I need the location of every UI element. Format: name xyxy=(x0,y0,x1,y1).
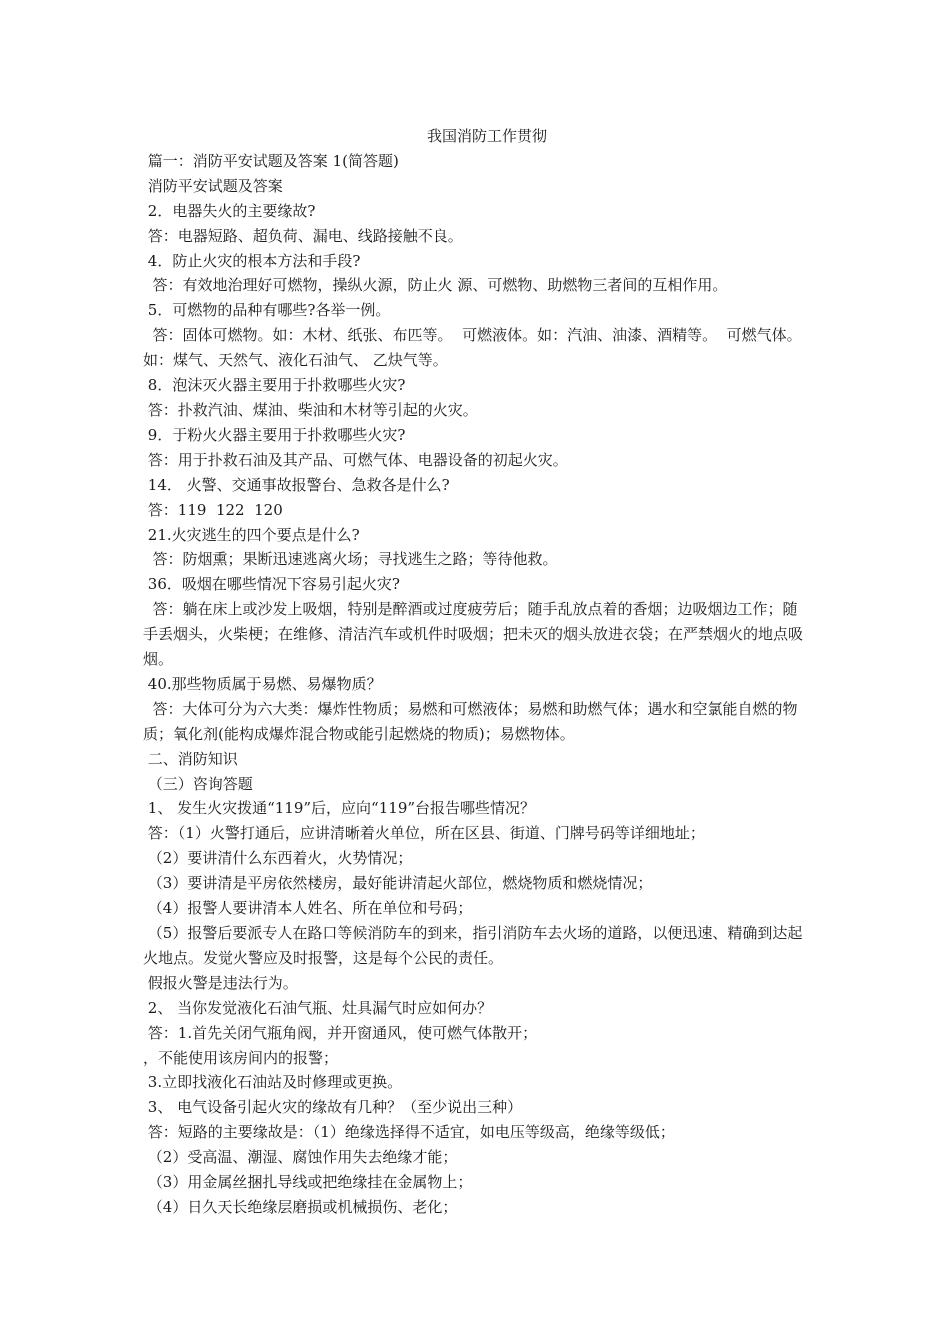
text-line: 答：防烟熏；果断迅速逃离火场；寻找逃生之路；等待他救。 xyxy=(143,550,558,569)
text-line: 答：固体可燃物。如：木材、纸张、布匹等。 可燃液体。如：汽油、油漆、酒精等。 可燃气体。如：煤气、天然气、液化石油气、 乙炔气等。 xyxy=(143,326,802,370)
text-line: 二、消防知识 xyxy=(143,749,238,768)
text-line: 答：用于扑救石油及其产品、可燃气体、电器设备的初起火灾。 xyxy=(143,450,568,469)
document-body xyxy=(143,124,811,1220)
text-line: （4）日久天长绝缘层磨损或机械损伤、老化； xyxy=(143,1197,458,1216)
text-line: 答：短路的主要缘故是：（1）绝缘选择得不适宜，如电压等级高，绝缘等级低； xyxy=(143,1123,675,1142)
text-line: 答：躺在床上或沙发上吸烟，特别是醉酒或过度疲劳后；随手乱放点着的香烟；边吸烟边工作；随手丢烟头，火柴梗；在维修、清洁汽车或机件时吸烟；把未灭的烟头放进衣袋；在严禁烟火的地点吸烟。 xyxy=(143,600,804,669)
text-line: 答：1.首先关闭气瓶角阀，并开窗通风，使可燃气体散开； xyxy=(143,1023,538,1042)
text-line: （2）受高温、潮湿、腐蚀作用失去绝缘才能； xyxy=(143,1148,458,1167)
text-line: 9．于粉火火器主要用于扑救哪些火灾? xyxy=(143,425,406,444)
document-lines xyxy=(143,149,811,1220)
text-line: 3.立即找液化石油站及时修理或更换。 xyxy=(143,1073,403,1092)
text-line: （3）要讲清是平房依然楼房，最好能讲清起火部位，燃烧物质和燃烧情况； xyxy=(143,874,653,893)
text-line: 假报火警是违法行为。 xyxy=(143,973,298,992)
text-line: （4）报警人要讲清本人姓名、所在单位和号码； xyxy=(143,899,473,918)
text-line: （3）用金属丝捆扎导线或把绝缘挂在金属物上； xyxy=(143,1173,473,1192)
text-line: 14． 火警、交通事故报警台、急救各是什么? xyxy=(143,475,450,494)
text-line: 4．防止火灾的根本方法和手段? xyxy=(143,251,361,270)
text-line: 答：（1）火警打通后，应讲清晰着火单位，所在区县、街道、门牌号码等详细地址； xyxy=(143,824,705,843)
text-line: 8．泡沫灭火器主要用于扑救哪些火灾? xyxy=(143,376,406,395)
document-title: 我国消防工作贯彻 xyxy=(426,127,547,145)
text-line: 答：大体可分为六大类：爆炸性物质；易燃和可燃液体；易燃和助燃气体；遇水和空氯能自燃的物质；氧化剂(能构成爆炸混合物或能引起燃烧的物质)；易燃物体。 xyxy=(143,699,798,743)
text-line: 答：扑救汽油、煤油、柴油和木材等引起的火灾。 xyxy=(143,400,478,419)
text-line: 答：有效地治理好可燃物，操纵火源，防止火 源、可燃物、助燃物三者间的互相作用。 xyxy=(143,276,728,295)
text-line: 答：119 122 120 xyxy=(143,500,283,519)
text-line: 篇一：消防平安试题及答案 1(简答题) xyxy=(143,151,399,170)
text-line: （5）报警后要派专人在路口等候消防车的到来，指引消防车去火场的道路，以便迅速、精确到达起火地点。发觉火警应及时报警，这是每个公民的责任。 xyxy=(143,924,803,967)
text-line: 5．可燃物的品种有哪些?各举一例。 xyxy=(143,301,391,320)
text-line: 3、 电气设备引起火灾的缘故有几种？（至少说出三种） xyxy=(143,1098,523,1117)
text-line: （2）要讲清什么东西着火，火势情况； xyxy=(143,849,413,868)
text-line: 40.那些物质属于易燃、易爆物质？ xyxy=(143,674,382,693)
text-line: 消防平安试题及答案 xyxy=(143,176,283,195)
text-line: 1、 发生火灾拨通“119”后，应向“119”台报告哪些情况？ xyxy=(143,799,536,818)
text-line: 36．吸烟在哪些情况下容易引起火灾? xyxy=(143,575,400,594)
text-line: 2．电器失火的主要缘故? xyxy=(143,201,316,220)
text-line: 答：电器短路、超负荷、漏电、线路接触不良。 xyxy=(143,226,463,245)
text-line: （三）咨询答题 xyxy=(143,774,253,793)
text-line: 2、 当你发觉液化石油气瓶、灶具漏气时应如何办？ xyxy=(143,998,493,1017)
text-line: ，不能使用该房间内的报警； xyxy=(143,1048,339,1067)
text-line: 21.火灾逃生的四个要点是什么? xyxy=(143,525,360,544)
